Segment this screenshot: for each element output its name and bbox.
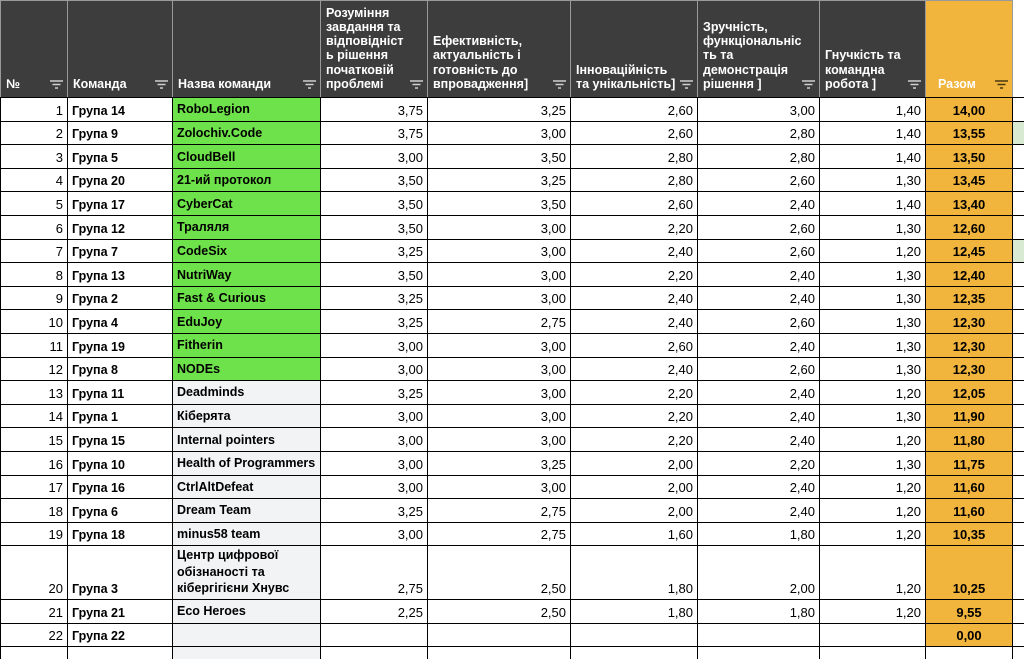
group-cell[interactable]: Група 5 [68, 145, 173, 169]
score-cell[interactable] [820, 623, 926, 647]
group-cell[interactable]: Група 10 [68, 451, 173, 475]
team-name-cell[interactable]: Кіберята [173, 404, 321, 428]
score-cell[interactable]: 2,40 [698, 499, 820, 523]
table-row [1, 404, 1024, 428]
score-cell[interactable] [698, 623, 820, 647]
filter-icon[interactable] [50, 80, 63, 89]
grid-edge-cell[interactable] [1013, 286, 1024, 310]
score-cell[interactable]: 1,30 [820, 451, 926, 475]
team-name-cell[interactable]: Траляля [173, 215, 321, 239]
team-name-cell[interactable]: minus58 team [173, 522, 321, 546]
table-row [1, 357, 1024, 381]
team-name-cell[interactable]: Internal pointers [173, 428, 321, 452]
score-cell[interactable]: 2,40 [698, 475, 820, 499]
grid-edge-cell[interactable] [1013, 428, 1024, 452]
filter-icon[interactable] [802, 80, 815, 89]
score-cell[interactable] [571, 623, 698, 647]
column-header-label: Разом [938, 76, 976, 91]
table-row [1, 475, 1024, 499]
table-row [1, 310, 1024, 334]
score-cell[interactable]: 3,00 [321, 522, 428, 546]
rank-cell[interactable]: 13 [1, 381, 68, 405]
group-cell[interactable]: Група 9 [68, 121, 173, 145]
team-name-cell[interactable]: Fitherin [173, 333, 321, 357]
total-cell[interactable]: 11,80 [926, 428, 1013, 452]
score-cell[interactable]: 1,30 [820, 333, 926, 357]
rank-cell[interactable]: 4 [1, 168, 68, 192]
filter-icon[interactable] [303, 80, 316, 89]
score-cell[interactable]: 3,00 [428, 381, 571, 405]
score-cell[interactable]: 1,60 [571, 522, 698, 546]
table-row [1, 428, 1024, 452]
score-cell[interactable]: 3,50 [321, 192, 428, 216]
score-cell[interactable]: 3,00 [428, 121, 571, 145]
score-cell[interactable]: 2,60 [571, 98, 698, 122]
score-cell[interactable]: 3,50 [428, 192, 571, 216]
total-cell[interactable]: 12,35 [926, 286, 1013, 310]
table-row [1, 451, 1024, 475]
score-cell[interactable]: 2,00 [571, 499, 698, 523]
score-cell[interactable]: 3,00 [321, 333, 428, 357]
score-cell[interactable]: 2,80 [571, 145, 698, 169]
rank-cell[interactable]: 22 [1, 623, 68, 647]
table-row [1, 333, 1024, 357]
score-cell[interactable]: 2,20 [571, 263, 698, 287]
score-cell[interactable]: 2,60 [571, 192, 698, 216]
grid-edge-cell[interactable] [1013, 499, 1024, 523]
score-cell[interactable]: 2,60 [698, 357, 820, 381]
column-header-total[interactable] [926, 1, 1013, 98]
score-cell[interactable]: 3,00 [321, 428, 428, 452]
rank-cell[interactable]: 1 [1, 98, 68, 122]
score-cell[interactable]: 2,40 [698, 263, 820, 287]
rank-cell[interactable]: 18 [1, 499, 68, 523]
score-cell[interactable]: 3,00 [321, 475, 428, 499]
score-cell[interactable]: 2,40 [698, 428, 820, 452]
score-cell[interactable]: 2,20 [571, 215, 698, 239]
total-cell[interactable]: 13,50 [926, 145, 1013, 169]
score-cell[interactable]: 1,30 [820, 404, 926, 428]
rank-cell[interactable] [1, 647, 68, 659]
score-cell[interactable]: 1,80 [571, 546, 698, 600]
score-cell[interactable]: 3,00 [698, 98, 820, 122]
team-name-cell[interactable]: NODEs [173, 357, 321, 381]
filter-icon[interactable] [410, 80, 423, 89]
score-cell[interactable]: 2,75 [428, 522, 571, 546]
grid-edge-cell[interactable] [1013, 310, 1024, 334]
grid-edge-cell[interactable] [1013, 168, 1024, 192]
total-cell[interactable]: 11,60 [926, 499, 1013, 523]
filter-icon[interactable] [155, 80, 168, 89]
group-cell[interactable]: Група 18 [68, 522, 173, 546]
total-cell[interactable]: 13,55 [926, 121, 1013, 145]
team-name-cell[interactable]: CyberCat [173, 192, 321, 216]
score-cell[interactable]: 1,30 [820, 286, 926, 310]
team-name-cell[interactable]: Fast & Curious [173, 286, 321, 310]
table-row [1, 98, 1024, 122]
score-cell[interactable]: 3,00 [428, 428, 571, 452]
score-cell[interactable]: 3,00 [428, 215, 571, 239]
total-cell[interactable]: 11,60 [926, 475, 1013, 499]
score-cell[interactable]: 3,00 [428, 357, 571, 381]
rank-cell[interactable]: 14 [1, 404, 68, 428]
score-cell[interactable]: 2,80 [571, 168, 698, 192]
table-row [1, 145, 1024, 169]
score-cell[interactable]: 2,40 [698, 404, 820, 428]
filter-icon[interactable] [680, 80, 693, 89]
score-cell[interactable]: 2,75 [428, 499, 571, 523]
column-header-label: Гнучкість та командна робота ] [825, 48, 901, 91]
team-name-cell[interactable]: Dream Team [173, 499, 321, 523]
score-cell[interactable]: 2,60 [698, 239, 820, 263]
score-cell[interactable]: 2,40 [571, 357, 698, 381]
score-cell[interactable]: 2,50 [428, 546, 571, 600]
grid-edge-cell[interactable] [1013, 145, 1024, 169]
score-cell[interactable] [428, 623, 571, 647]
score-cell[interactable]: 3,00 [428, 404, 571, 428]
score-cell[interactable]: 3,00 [321, 451, 428, 475]
grid-edge-cell[interactable] [1013, 333, 1024, 357]
score-cell[interactable] [321, 623, 428, 647]
score-cell[interactable]: 1,20 [820, 239, 926, 263]
table-row [1, 121, 1024, 145]
score-cell[interactable] [820, 647, 926, 659]
rank-cell[interactable]: 11 [1, 333, 68, 357]
column-header-team-group[interactable] [68, 1, 173, 98]
column-header-label: № [6, 76, 20, 91]
score-cell[interactable]: 3,50 [321, 168, 428, 192]
score-cell[interactable] [698, 647, 820, 659]
rank-cell[interactable]: 2 [1, 121, 68, 145]
score-cell[interactable]: 3,00 [428, 333, 571, 357]
group-cell[interactable]: Група 2 [68, 286, 173, 310]
grid-edge-cell[interactable] [1013, 192, 1024, 216]
score-cell[interactable] [571, 647, 698, 659]
score-cell[interactable]: 3,25 [428, 168, 571, 192]
group-cell[interactable]: Група 15 [68, 428, 173, 452]
score-cell[interactable]: 3,25 [321, 381, 428, 405]
score-cell[interactable]: 2,00 [571, 451, 698, 475]
grid-edge-cell[interactable] [1013, 121, 1024, 145]
score-cell[interactable]: 2,20 [698, 451, 820, 475]
column-header-flexibility[interactable] [820, 1, 926, 98]
score-cell[interactable]: 3,00 [321, 404, 428, 428]
score-cell[interactable]: 1,40 [820, 98, 926, 122]
column-header-label: Назва команди [178, 76, 272, 91]
score-cell[interactable]: 3,25 [428, 98, 571, 122]
table-row [1, 381, 1024, 405]
column-header-usability[interactable] [698, 1, 820, 98]
table-row [1, 263, 1024, 287]
group-cell[interactable]: Група 12 [68, 215, 173, 239]
column-header-team-name[interactable] [173, 1, 321, 98]
score-cell[interactable]: 1,30 [820, 357, 926, 381]
score-cell[interactable]: 3,25 [428, 451, 571, 475]
team-name-cell[interactable]: Health of Programmers [173, 451, 321, 475]
column-header-rank[interactable] [1, 1, 68, 98]
score-cell[interactable]: 1,20 [820, 381, 926, 405]
rank-cell[interactable]: 17 [1, 475, 68, 499]
rank-cell[interactable]: 7 [1, 239, 68, 263]
rank-cell[interactable]: 16 [1, 451, 68, 475]
group-cell[interactable]: Група 17 [68, 192, 173, 216]
grid-edge-cell[interactable] [1013, 357, 1024, 381]
score-cell[interactable]: 2,75 [428, 310, 571, 334]
score-cell[interactable]: 2,80 [698, 145, 820, 169]
table-row [1, 239, 1024, 263]
total-cell[interactable]: 0,00 [926, 623, 1013, 647]
team-name-cell[interactable]: CodeSix [173, 239, 321, 263]
table-row [1, 499, 1024, 523]
total-cell[interactable]: 12,60 [926, 215, 1013, 239]
score-cell[interactable]: 1,20 [820, 600, 926, 624]
group-cell[interactable]: Група 20 [68, 168, 173, 192]
rank-cell[interactable]: 3 [1, 145, 68, 169]
score-cell[interactable]: 2,20 [571, 404, 698, 428]
grid-edge-cell[interactable] [1013, 98, 1024, 122]
score-cell[interactable]: 1,30 [820, 310, 926, 334]
score-cell[interactable]: 3,00 [321, 357, 428, 381]
rank-cell[interactable]: 19 [1, 522, 68, 546]
score-cell[interactable]: 1,30 [820, 215, 926, 239]
score-cell[interactable]: 1,20 [820, 522, 926, 546]
team-name-cell[interactable]: NutriWay [173, 263, 321, 287]
table-row [1, 215, 1024, 239]
score-cell[interactable]: 2,20 [571, 381, 698, 405]
score-cell[interactable]: 1,40 [820, 121, 926, 145]
team-name-cell[interactable]: CloudBell [173, 145, 321, 169]
rank-cell[interactable]: 6 [1, 215, 68, 239]
score-cell[interactable]: 3,00 [428, 475, 571, 499]
total-cell[interactable]: 11,75 [926, 451, 1013, 475]
score-cell[interactable]: 1,20 [820, 546, 926, 600]
rank-cell[interactable]: 9 [1, 286, 68, 310]
group-cell[interactable] [68, 647, 173, 659]
team-name-cell[interactable]: Deadminds [173, 381, 321, 405]
score-cell[interactable]: 3,25 [321, 239, 428, 263]
team-name-cell[interactable]: 21-ий протокол [173, 168, 321, 192]
grid-edge-cell[interactable] [1013, 546, 1024, 600]
table-row [1, 286, 1024, 310]
grid-edge-cell[interactable] [1013, 451, 1024, 475]
grid-edge-cell[interactable] [1013, 647, 1024, 659]
score-cell[interactable]: 3,75 [321, 98, 428, 122]
column-header-label: Інноваційність та унікальність] [576, 62, 676, 91]
grid-edge-cell[interactable] [1013, 404, 1024, 428]
team-name-cell[interactable]: Eco Heroes [173, 600, 321, 624]
header-row [1, 1, 1024, 98]
score-cell[interactable]: 1,40 [820, 192, 926, 216]
group-cell[interactable]: Група 3 [68, 546, 173, 600]
score-cell[interactable]: 2,50 [428, 600, 571, 624]
score-cell[interactable]: 1,80 [698, 600, 820, 624]
group-cell[interactable]: Група 14 [68, 98, 173, 122]
group-cell[interactable]: Група 8 [68, 357, 173, 381]
filter-icon[interactable] [553, 80, 566, 89]
team-name-cell[interactable]: Zolochiv.Code [173, 121, 321, 145]
rank-cell[interactable]: 21 [1, 600, 68, 624]
table-row [1, 546, 1024, 600]
rank-cell[interactable]: 10 [1, 310, 68, 334]
score-cell[interactable]: 3,00 [428, 286, 571, 310]
total-cell[interactable]: 10,35 [926, 522, 1013, 546]
score-cell[interactable]: 1,30 [820, 168, 926, 192]
score-cell[interactable]: 3,50 [321, 263, 428, 287]
column-header-innovation[interactable] [571, 1, 698, 98]
group-cell[interactable]: Група 4 [68, 310, 173, 334]
total-cell[interactable]: 12,30 [926, 310, 1013, 334]
score-cell[interactable]: 3,25 [321, 499, 428, 523]
filter-icon[interactable] [995, 80, 1008, 89]
score-cell[interactable]: 1,20 [820, 499, 926, 523]
score-cell[interactable]: 2,40 [698, 192, 820, 216]
total-cell[interactable]: 12,30 [926, 333, 1013, 357]
grid-edge-cell[interactable] [1013, 215, 1024, 239]
grid-edge-cell[interactable] [1013, 381, 1024, 405]
score-cell[interactable]: 1,20 [820, 428, 926, 452]
score-cell[interactable]: 2,60 [698, 215, 820, 239]
total-cell[interactable]: 14,00 [926, 98, 1013, 122]
score-cell[interactable]: 1,30 [820, 263, 926, 287]
column-header-label: Розуміння завдання та відповідність рішення початковій проблемі [326, 5, 404, 91]
score-cell[interactable]: 1,80 [698, 522, 820, 546]
score-cell[interactable]: 2,60 [698, 168, 820, 192]
team-name-cell[interactable]: Центр цифрової обізнаності та кібергігієни Хнувс [173, 546, 321, 600]
total-cell[interactable]: 12,40 [926, 263, 1013, 287]
score-cell[interactable]: 1,40 [820, 145, 926, 169]
score-cell[interactable]: 2,40 [571, 310, 698, 334]
table-row [1, 522, 1024, 546]
column-header-understanding[interactable] [321, 1, 428, 98]
table-row [1, 192, 1024, 216]
group-cell[interactable]: Група 19 [68, 333, 173, 357]
rank-cell[interactable]: 20 [1, 546, 68, 600]
total-cell[interactable]: 11,90 [926, 404, 1013, 428]
score-cell[interactable]: 2,20 [571, 428, 698, 452]
score-cell[interactable]: 2,00 [698, 546, 820, 600]
grid-edge-cell[interactable] [1013, 239, 1024, 263]
column-header-label: Ефективність, актуальність і готовність до впровадження] [433, 34, 529, 91]
group-cell[interactable]: Група 21 [68, 600, 173, 624]
partial-row [1, 647, 1024, 659]
team-name-cell[interactable]: CtrlAltDefeat [173, 475, 321, 499]
score-cell[interactable]: 2,80 [698, 121, 820, 145]
score-cell[interactable]: 2,40 [571, 239, 698, 263]
rank-cell[interactable]: 5 [1, 192, 68, 216]
grid-edge-cell[interactable] [1013, 475, 1024, 499]
score-cell[interactable]: 2,40 [698, 381, 820, 405]
total-cell[interactable]: 9,55 [926, 600, 1013, 624]
team-name-cell[interactable] [173, 647, 321, 659]
score-cell[interactable]: 3,25 [321, 310, 428, 334]
team-name-cell[interactable]: RoboLegion [173, 98, 321, 122]
score-cell[interactable]: 2,25 [321, 600, 428, 624]
grid-edge-cell[interactable] [1013, 600, 1024, 624]
group-cell[interactable]: Група 7 [68, 239, 173, 263]
score-cell[interactable]: 3,00 [428, 239, 571, 263]
table-row [1, 168, 1024, 192]
score-cell[interactable]: 3,50 [428, 145, 571, 169]
group-cell[interactable]: Група 22 [68, 623, 173, 647]
score-cell[interactable] [321, 647, 428, 659]
rank-cell[interactable]: 12 [1, 357, 68, 381]
group-cell[interactable]: Група 11 [68, 381, 173, 405]
score-cell[interactable]: 3,50 [321, 215, 428, 239]
total-cell[interactable]: 10,25 [926, 546, 1013, 600]
score-cell[interactable]: 3,75 [321, 121, 428, 145]
score-cell[interactable]: 2,00 [571, 475, 698, 499]
score-cell[interactable]: 2,40 [698, 286, 820, 310]
score-cell[interactable]: 2,60 [698, 310, 820, 334]
rank-cell[interactable]: 15 [1, 428, 68, 452]
rank-cell[interactable]: 8 [1, 263, 68, 287]
score-cell[interactable]: 2,40 [698, 333, 820, 357]
score-cell[interactable]: 2,60 [571, 121, 698, 145]
total-cell[interactable]: 13,45 [926, 168, 1013, 192]
filter-icon[interactable] [908, 80, 921, 89]
group-cell[interactable]: Група 6 [68, 499, 173, 523]
score-cell[interactable] [428, 647, 571, 659]
score-cell[interactable]: 2,75 [321, 546, 428, 600]
total-cell[interactable] [926, 647, 1013, 659]
total-cell[interactable]: 12,45 [926, 239, 1013, 263]
group-cell[interactable]: Група 1 [68, 404, 173, 428]
score-cell[interactable]: 3,00 [321, 145, 428, 169]
grid-edge-cell[interactable] [1013, 623, 1024, 647]
team-name-cell[interactable] [173, 623, 321, 647]
table-row [1, 600, 1024, 624]
grid-edge-cell[interactable] [1013, 522, 1024, 546]
grid-edge-cell[interactable] [1013, 263, 1024, 287]
grid-edge-header [1013, 1, 1024, 98]
column-header-label: Зручність, функціональність та демонстрація рішення ] [703, 19, 802, 91]
score-cell[interactable]: 1,20 [820, 475, 926, 499]
column-header-effectiveness[interactable] [428, 1, 571, 98]
team-name-cell[interactable]: EduJoy [173, 310, 321, 334]
total-cell[interactable]: 12,30 [926, 357, 1013, 381]
score-cell[interactable]: 3,25 [321, 286, 428, 310]
table-row [1, 623, 1024, 647]
group-cell[interactable]: Група 13 [68, 263, 173, 287]
score-cell[interactable]: 2,40 [571, 286, 698, 310]
total-cell[interactable]: 13,40 [926, 192, 1013, 216]
score-cell[interactable]: 3,00 [428, 263, 571, 287]
score-cell[interactable]: 1,80 [571, 600, 698, 624]
column-header-label: Команда [73, 76, 127, 91]
group-cell[interactable]: Група 16 [68, 475, 173, 499]
score-cell[interactable]: 2,60 [571, 333, 698, 357]
total-cell[interactable]: 12,05 [926, 381, 1013, 405]
